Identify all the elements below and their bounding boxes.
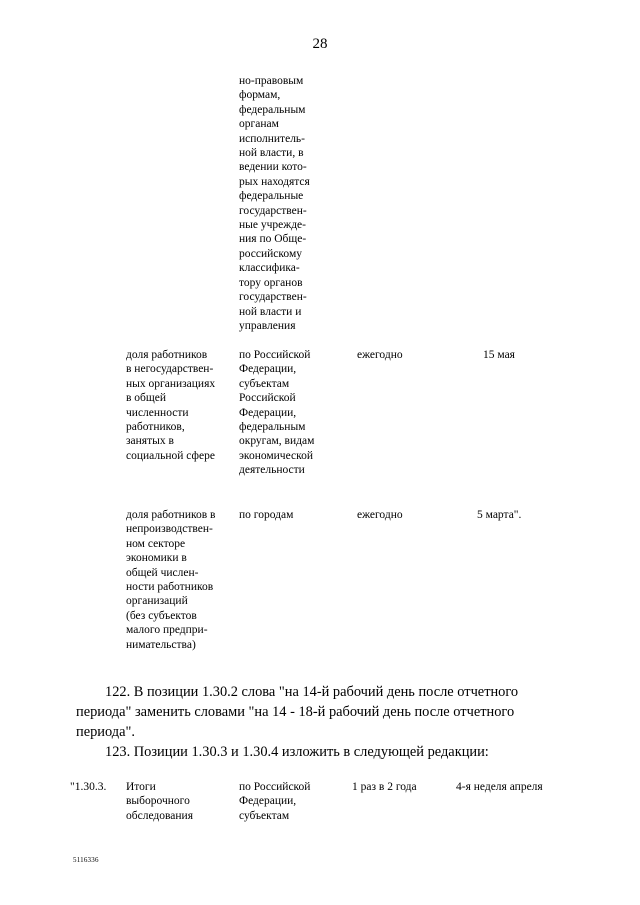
periodicity-cell: ежегодно (357, 349, 403, 361)
indicator-cell: доля работников в непроизводствен- ном секторе экономики в общей числен- ности работников организаций (без субъектов малого предпри- нимательства) (126, 509, 216, 651)
deadline-cell: 4-я неделя апреля (456, 781, 543, 793)
breakdown-cell: по Российской Федерации, субъектам (239, 781, 311, 822)
deadline-cell: 15 мая (483, 349, 515, 361)
paragraph-122-line-2: периода" заменить словами "на 14 - 18-й рабочий день после отчетного (76, 704, 515, 720)
breakdown-cell-continued: но-правовым формам, федеральным органам исполнитель- ной власти, в ведении кото- рых находятся федеральные государствен- ные учрежде- ния по Обще- российскому классифика- тору органов государствен- ной власти и управления (239, 75, 310, 332)
breakdown-cell: по Российской Федерации, субъектам Российской Федерации, федеральным округам, видам экономической деятельности (239, 349, 315, 477)
deadline-cell: 5 марта". (477, 509, 522, 521)
indicator-cell: доля работников в негосударствен- ных организациях в общей численности работников, занятых в социальной сфере (126, 349, 216, 462)
position-code: "1.30.3. (70, 781, 107, 793)
paragraph-123: 123. Позиции 1.30.3 и 1.30.4 изложить в следующей редакции: (105, 744, 489, 760)
paragraph-122-line-1: 122. В позиции 1.30.2 слова "на 14-й рабочий день после отчетного (105, 684, 519, 700)
indicator-cell: Итоги выборочного обследования (126, 781, 193, 822)
footer-code: 5116336 (73, 856, 99, 864)
breakdown-cell: по городам (239, 509, 294, 521)
page-number: 28 (312, 36, 328, 52)
periodicity-cell: ежегодно (357, 509, 403, 521)
paragraph-122-line-3: периода". (76, 724, 135, 740)
periodicity-cell: 1 раз в 2 года (352, 781, 417, 793)
